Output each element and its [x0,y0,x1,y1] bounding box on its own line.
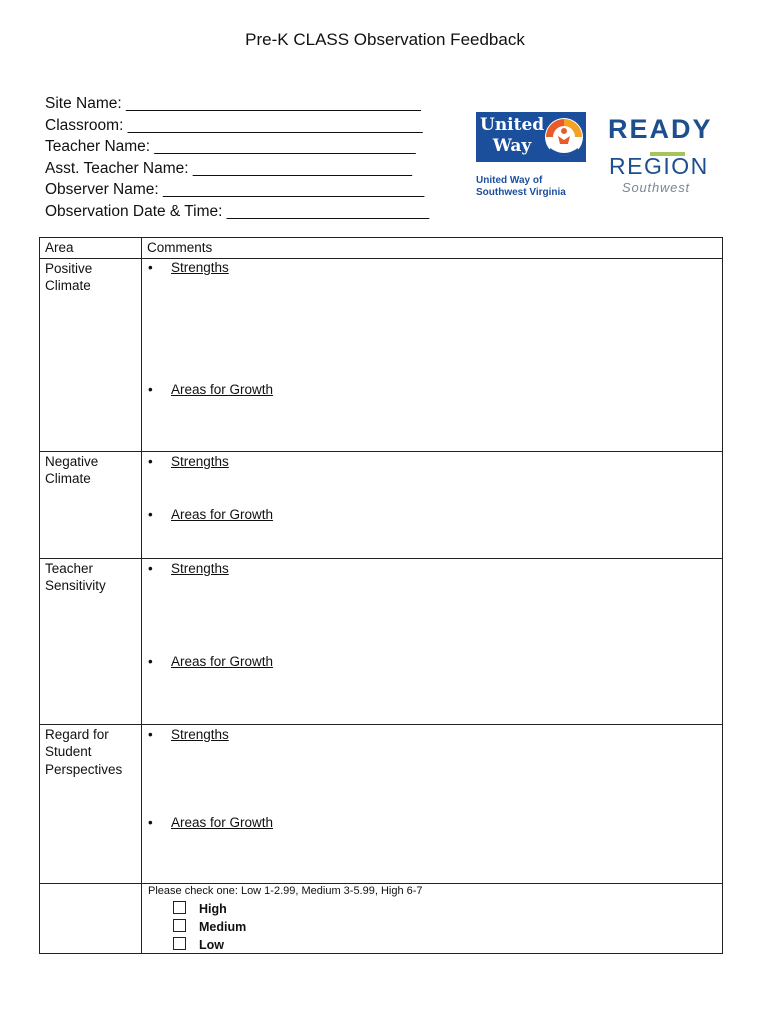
united-way-hand-icon [544,114,584,160]
asst-teacher-name-field[interactable] [45,158,429,180]
info-fields [45,93,429,222]
growth-item [148,506,273,523]
bullet-icon: • [148,506,153,522]
united-way-wordmark [480,115,544,157]
growth-label: Areas for Growth [171,381,274,397]
classroom-field[interactable] [45,115,429,137]
field-label: Classroom: [45,116,124,134]
growth-item [148,381,273,398]
rating-option-low[interactable] [173,937,224,952]
table-row-regard-for-student-perspectives [40,724,723,883]
comments-cell[interactable] [142,451,723,558]
area-cell [40,451,142,558]
growth-label: Areas for Growth [171,814,274,830]
strengths-label: Strengths [171,726,229,742]
comments-cell[interactable] [142,558,723,724]
field-blank[interactable]: ________________________ [226,202,429,220]
page-title: Pre-K CLASS Observation Feedback [245,30,525,49]
table-row-negative-climate [40,451,723,558]
rating-instructions: Please check one: Low 1-2.99, Medium 3-5.99, High 6-7 [148,884,423,897]
field-blank[interactable]: ___________________________________ [125,95,421,112]
field-label: Observer Name: [45,181,159,198]
header-area [40,238,142,259]
bullet-icon: • [148,453,153,469]
rating-option-label: Low [199,937,224,952]
table-row-teacher-sensitivity [40,558,723,724]
area-label [40,452,141,489]
field-label: Site Name: [45,95,122,112]
region-wordmark: REGION [609,153,709,179]
field-blank[interactable]: _______________________________ [154,138,416,155]
bullet-icon: • [148,653,153,669]
area-label [40,259,141,296]
header-area-label: Area [45,240,74,255]
area-label [40,725,141,780]
bullet-icon: • [148,259,153,275]
bullet-icon: • [148,381,153,397]
table-row-positive-climate [40,258,723,451]
comments-cell[interactable] [142,258,723,451]
united-way-sub1: United Way of [476,175,543,186]
observation-date-field[interactable] [45,201,429,223]
area-line: Teacher [45,560,94,576]
rating-option-medium[interactable] [173,919,246,934]
area-line: Regard for [45,726,109,742]
site-name-field[interactable] [45,93,429,115]
strengths-item [148,259,229,276]
checkbox-icon[interactable] [173,901,186,914]
field-label: Teacher Name: [45,138,151,155]
area-cell [40,724,142,883]
strengths-label: Strengths [171,453,229,469]
area-line: Climate [45,278,91,293]
united-way-subtitle [476,175,566,199]
area-line: Student [45,744,92,759]
area-line: Climate [45,471,91,486]
united-way-line2: Way [492,136,532,156]
united-way-logo [476,112,586,202]
comments-cell[interactable] [142,724,723,883]
field-blank[interactable]: _______________________________ [163,181,425,198]
header-comments-label: Comments [147,240,213,255]
rating-option-high[interactable] [173,901,227,916]
teacher-name-field[interactable] [45,136,429,158]
southwest-wordmark: Southwest [622,180,690,195]
rating-cell [142,883,723,953]
area-line: Perspectives [45,761,123,777]
field-blank[interactable]: __________________________ [192,159,412,177]
united-way-badge [476,112,586,162]
area-label [40,559,141,596]
rating-area-cell [40,883,142,953]
united-way-line1: United [480,115,545,135]
strengths-item [148,560,229,577]
table-header-row [40,238,723,259]
growth-label: Areas for Growth [171,653,274,669]
header-comments [142,238,723,259]
area-line: Positive [45,260,93,276]
checkbox-icon[interactable] [173,919,186,932]
checkbox-icon[interactable] [173,937,186,950]
feedback-table [39,237,723,954]
bullet-icon: • [148,560,153,576]
growth-label: Areas for Growth [171,506,274,522]
observer-name-field[interactable] [45,179,429,201]
table-row-rating [40,883,723,953]
ready-region-logo [606,114,726,199]
field-blank[interactable]: ___________________________________ [127,116,423,134]
strengths-item [148,726,229,743]
area-line: Sensitivity [45,578,106,593]
strengths-label: Strengths [171,560,229,576]
field-label: Asst. Teacher Name: [45,159,189,177]
strengths-label: Strengths [171,259,229,275]
strengths-item [148,453,229,470]
rating-option-label: High [199,901,227,916]
ready-wordmark: READY [608,114,713,144]
bullet-icon: • [148,726,153,742]
rating-option-label: Medium [199,919,247,934]
area-cell [40,558,142,724]
growth-item [148,814,273,831]
growth-item [148,653,273,670]
area-cell [40,258,142,451]
united-way-sub2: Southwest Virginia [476,187,566,198]
field-label: Observation Date & Time: [45,202,223,220]
area-line: Negative [45,453,99,469]
bullet-icon: • [148,814,153,830]
